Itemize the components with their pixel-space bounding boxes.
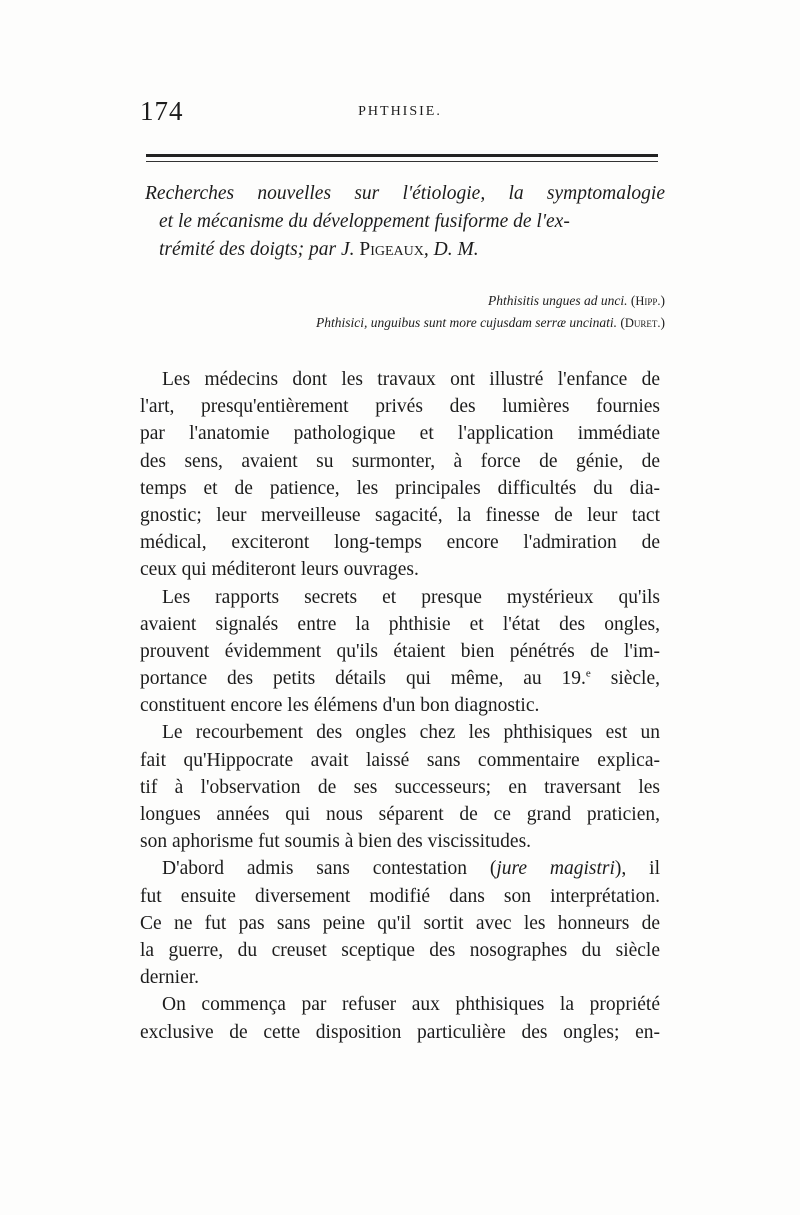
text-line: fait qu'Hippocrate avait laissé sans commentaire explica- — [140, 749, 660, 771]
text-line-tail: siècle, — [590, 668, 660, 690]
text-line-start: D'abord admis sans contestation ( — [162, 858, 497, 880]
text-line: par l'anatomie pathologique et l'application immédiate — [140, 423, 660, 445]
text-line: des sens, avaient su surmonter, à force de génie, de — [140, 450, 660, 472]
text-line: avaient signalés entre la phthisie et l'état des ongles, — [140, 613, 660, 635]
epigraph-quote: Phthisitis ungues ad unci. — [487, 293, 628, 308]
text-line: Le recourbement des ongles chez les phthisiques est un — [162, 722, 660, 744]
text-line: exclusive de cette disposition particulière des ongles; en- — [140, 1021, 660, 1043]
title-line-text: trémité des doigts; par J. — [159, 239, 360, 260]
text-line: Ce ne fut pas sans peine qu'il sortit avec les honneurs de — [140, 912, 660, 934]
body-text — [140, 366, 660, 1046]
text-line: médical, exciteront long-temps encore l'admiration de — [140, 532, 660, 554]
text-line: longues années qui nous séparent de ce grand praticien, — [140, 804, 660, 825]
text-line: prouvent évidemment qu'ils étaient bien pénétrés de l'im- — [140, 640, 660, 662]
epigraph: Phthisici, unguibus sunt more cujusdam serræ uncinati. (Duret.) — [315, 315, 665, 330]
text-line-end: ), il — [614, 858, 660, 880]
header-rule-thick — [146, 154, 658, 157]
text-line: tif à l'observation de ses successeurs; en traversant les — [140, 776, 660, 798]
text-line: gnostic; leur merveilleuse sagacité, la finesse de leur tact — [140, 504, 660, 526]
text-line: temps et de patience, les principales difficultés du dia- — [140, 477, 660, 499]
latin-phrase: jure magistri — [496, 858, 615, 880]
text-line: la guerre, du creuset sceptique des nosographes du siècle — [140, 939, 660, 961]
text-line: ceux qui méditeront leurs ouvrages. — [140, 559, 419, 581]
author-degree: , D. M. — [423, 239, 479, 260]
title-line: et le mécanisme du développement fusiforme de l'ex- — [159, 211, 570, 232]
header-rule-thin — [146, 161, 658, 162]
text-line: dernier. — [140, 967, 200, 989]
epigraph-source: Duret. — [624, 316, 661, 330]
text-line: constituent encore les élémens d'un bon diagnostic. — [140, 695, 540, 717]
epigraphs — [145, 290, 665, 334]
text-line: Les médecins dont les travaux ont illustré l'enfance de — [162, 369, 660, 390]
ordinal-superscript: e — [585, 667, 591, 680]
title-line: Recherches nouvelles sur l'étiologie, la symptomalogie — [145, 183, 665, 204]
epigraph-quote: Phthisici, unguibus sunt more cujusdam serræ uncinati. — [315, 315, 617, 330]
text-line — [140, 855, 660, 882]
text-line: On commença par refuser aux phthisiques la propriété — [162, 994, 660, 1016]
page-header — [140, 88, 660, 128]
text-line — [140, 665, 660, 692]
epigraph-source: Hipp. — [635, 294, 661, 308]
article-title — [145, 180, 665, 264]
text-line: l'art, presqu'entièrement privés des lumières fournies — [140, 396, 660, 418]
title-line — [145, 236, 665, 264]
running-head: PHTHISIE. — [358, 104, 442, 119]
text-line: son aphorisme fut soumis à bien des viscissitudes. — [140, 831, 532, 853]
page-number: 174 — [140, 96, 184, 126]
text-line-main: portance des petits détails qui même, au 19. — [140, 668, 586, 690]
author-name: Pigeaux — [359, 239, 424, 260]
epigraph: Phthisitis ungues ad unci. (Hipp.) — [487, 293, 665, 308]
text-line: Les rapports secrets et presque mystérieux qu'ils — [162, 586, 660, 608]
text-line: fut ensuite diversement modifié dans son interprétation. — [140, 885, 660, 907]
